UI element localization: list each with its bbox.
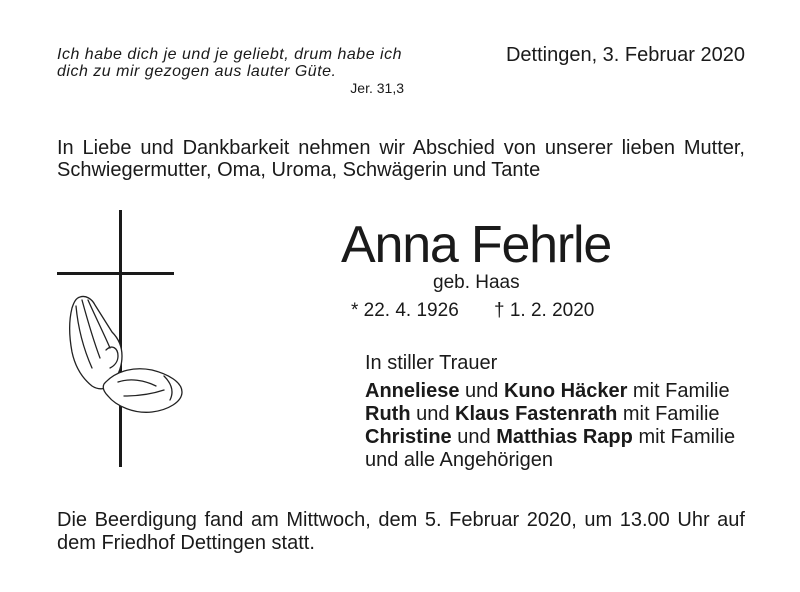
bible-verse [57,47,404,97]
mourner-name: Christine [365,426,452,448]
mourner-partner-name: Matthias Rapp [496,426,633,448]
mourner-suffix: mit Familie [622,403,720,425]
mourner-line [365,426,735,449]
mourners-closing: und alle Angehörigen [365,449,553,471]
mourner-partner-name: Klaus Fastenrath [455,403,618,425]
funeral-line: dem Friedhof Dettingen statt. [57,532,315,554]
mourner-conjunction: und [465,380,499,402]
mourner-name: Anneliese [365,380,460,402]
mourner-suffix: mit Familie [632,380,730,402]
mourner-partner-name: Kuno Häcker [503,380,628,402]
mourner-conjunction: und [457,426,491,448]
verse-line: Ich habe dich je und je geliebt, drum habe ich [57,46,402,63]
mourners-block [365,352,735,472]
funeral-paragraph [57,509,745,555]
intro-line: In Liebe und Dankbarkeit nehmen wir Abschied von unserer lieben Mutter, [57,137,745,159]
deceased-name: Anna Fehrle [341,216,612,274]
place-date: Dettingen, 3. Februar 2020 [505,44,745,66]
verse-source: Jer. 31,3 [350,80,404,96]
mourners-heading: In stiller Trauer [365,352,498,374]
mourner-line [365,380,735,403]
intro-paragraph [57,137,745,181]
mourner-suffix: mit Familie [638,426,736,448]
verse-line: dich zu mir gezogen aus lauter Güte. [57,62,337,80]
praying-hands-icon [60,292,185,417]
birth-date: * 22. 4. 1926 [351,300,459,321]
cross-icon [57,272,174,275]
intro-line: Schwiegermutter, Oma, Uroma, Schwägerin und Tante [57,159,541,181]
death-date: † 1. 2. 2020 [494,300,595,321]
mourner-name: Ruth [365,403,411,425]
funeral-line: Die Beerdigung fand am Mittwoch, dem 5. Februar 2020, um 13.00 Uhr auf [57,509,745,531]
maiden-name: geb. Haas [433,272,520,293]
mourner-conjunction: und [416,403,450,425]
mourner-line [365,403,735,426]
